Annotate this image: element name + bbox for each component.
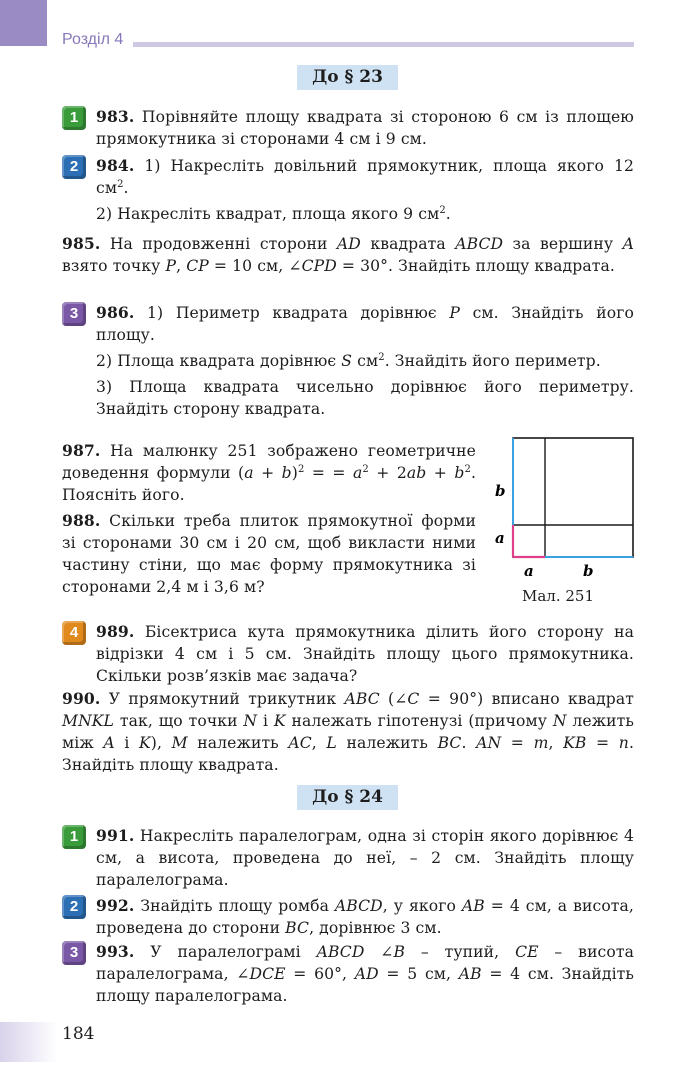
figure-251 bbox=[488, 430, 648, 610]
problem-983: 983. Порівняйте площу квадрата зі стороною 6 см із площею прямокутника зі сторонами 4 см і 9 см. bbox=[96, 107, 634, 148]
header-line bbox=[133, 42, 634, 47]
problem-990: 990. У прямокутний трикутник ABC (∠C = 90°) вписано квадрат MNKL так, що точки N і K належать гіпотенузі (причому N лежить між A і K), M належить AC, L належить BC. AN = m, KB = n. Знайдіть площу квадрата. bbox=[62, 689, 635, 774]
problem-985: 985. На продовженні сторони AD квадрата ABCD за вершину A взято точку P, CP = 10 см, ∠CPD = 30°. Знайдіть площу квадрата. bbox=[62, 234, 634, 275]
level-2-icon: 2 bbox=[62, 155, 86, 179]
level-1-icon: 1 bbox=[62, 106, 86, 130]
level-3-icon: 3 bbox=[62, 941, 86, 965]
level-3-icon: 3 bbox=[62, 302, 86, 326]
label-a-bottom: a bbox=[524, 562, 534, 580]
corner-tab bbox=[0, 0, 47, 46]
problem-988: 988. Скільки треба плиток прямокутної форми зі сторонами 30 см і 20 см, щоб викласти ними частину стіни, що має форму прямокутника зі сторонами 2,4 м і 3,6 м? bbox=[62, 511, 476, 596]
page-number: 184 bbox=[62, 1024, 95, 1044]
level-2-icon: 2 bbox=[62, 895, 86, 919]
problem-992: 992. Знайдіть площу ромба ABCD, у якого AB = 4 см, а висота, проведена до сторони BC, дорівнює 3 см. bbox=[96, 896, 634, 937]
problem-993: 993. У паралелограмі ABCD ∠B – тупий, CE – висота паралелограма, ∠DCE = 60°, AD = 5 см, AB = 4 см. Знайдіть площу паралелограма. bbox=[96, 942, 635, 1005]
level-4-icon: 4 bbox=[62, 621, 86, 645]
level-1-icon: 1 bbox=[62, 825, 86, 849]
section-heading-24: До § 24 bbox=[297, 785, 398, 810]
problem-989: 989. Бісектриса кута прямокутника ділить його сторону на відрізки 4 см і 5 см. Знайдіть площу цього прямокутника. Скільки розв’язків має задача? bbox=[96, 622, 634, 685]
section-heading-23: До § 23 bbox=[297, 65, 398, 90]
section-label: Розділ 4 bbox=[62, 31, 124, 48]
problem-987: 987. На малюнку 251 зображено геометричне доведення формули $(a + b)^2$ = = $a^2 + 2ab + b^2$. Поясніть його. bbox=[62, 441, 476, 504]
problem-986: 986. 1) Периметр квадрата дорівнює P см. Знайдіть його площу. 2) Площа квадрата дорівнює S $см^2$. Знайдіть його периметр. 3) Площа квадрата чисельно дорівнює його периметру. Знайдіть сторону квадрата. bbox=[96, 303, 634, 418]
problem-991: 991. Накресліть паралелограм, одна зі сторін якого дорівнює 4 см, а висота, проведена до неї, – 2 см. Знайдіть площу паралелограма. bbox=[96, 826, 634, 889]
footer-bar bbox=[0, 1022, 58, 1062]
outer-square bbox=[513, 438, 633, 557]
problem-984: 984. 1) Накресліть довільний прямокутник, площа якого 12 $см^2$. 2) Накресліть квадрат, площа якого 9 $см^2$. bbox=[96, 156, 634, 223]
figure-caption: Мал. 251 bbox=[522, 587, 594, 605]
label-a-left: a bbox=[495, 529, 505, 547]
figure-251-drawing bbox=[488, 430, 648, 610]
label-b-bottom: b bbox=[583, 562, 594, 580]
label-b-left: b bbox=[495, 482, 506, 500]
